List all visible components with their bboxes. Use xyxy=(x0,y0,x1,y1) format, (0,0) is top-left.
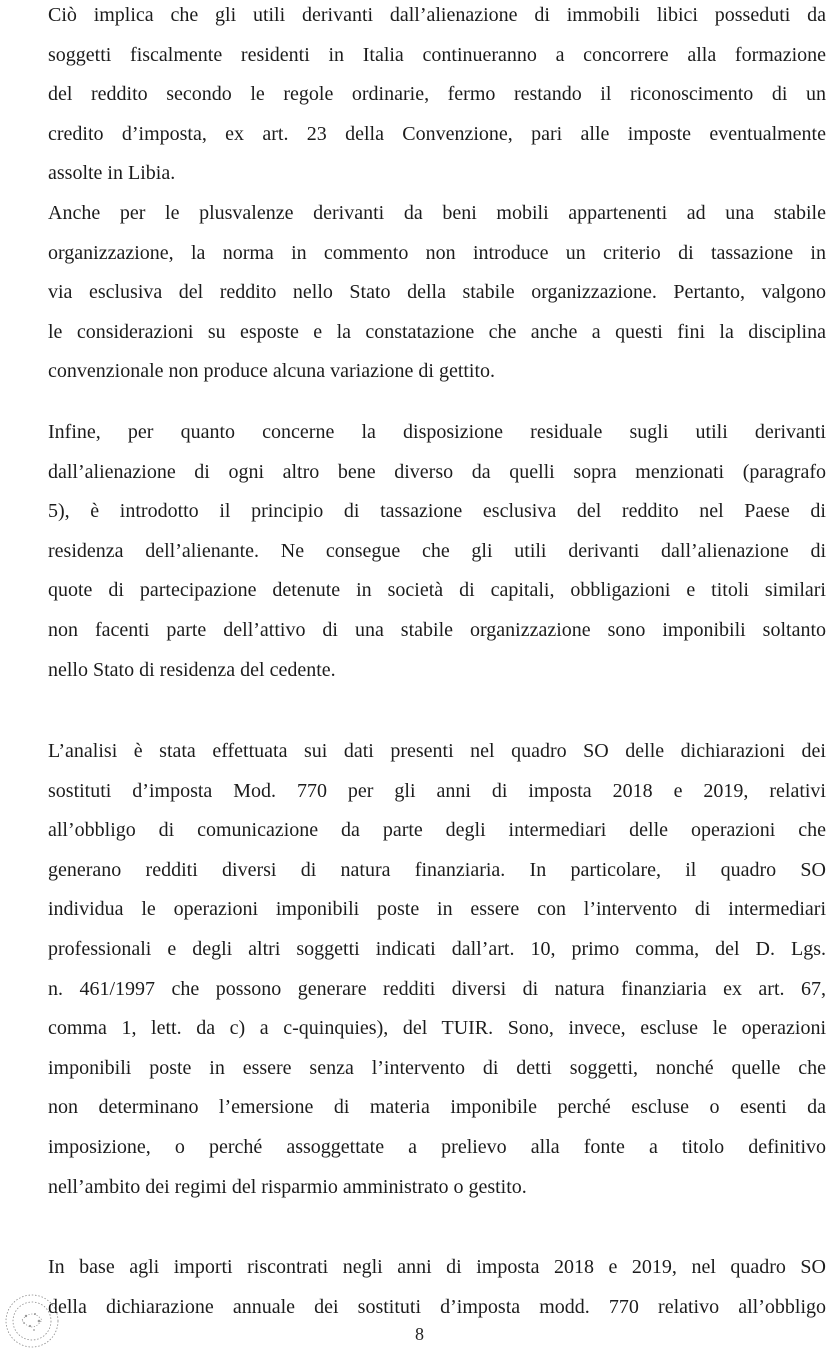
paragraph-2 xyxy=(48,194,826,392)
text-line: generano redditi diversi di natura finanziaria. In particolare, il quadro SO xyxy=(48,858,826,881)
text-line: In base agli importi riscontrati negli anni di imposta 2018 e 2019, nel quadro SO xyxy=(48,1256,826,1278)
text-line: L’analisi è stata effettuata sui dati presenti nel quadro SO delle dichiarazioni dei xyxy=(48,740,826,762)
text-line: n. 461/1997 che possono generare redditi diversi di natura finanziaria ex art. 67, xyxy=(48,977,826,1000)
text-line: sostituti d’imposta Mod. 770 per gli anni di imposta 2018 e 2019, relativi xyxy=(48,779,826,802)
text-line: soggetti fiscalmente residenti in Italia continueranno a concorrere alla formazione xyxy=(48,43,826,66)
text-line: nell’ambito dei regimi del risparmio amministrato o gestito. xyxy=(48,1175,527,1198)
text-line: comma 1, lett. da c) a c-quinquies), del TUIR. Sono, invece, escluse le operazioni xyxy=(48,1017,826,1040)
text-line: assolte in Libia. xyxy=(48,162,176,185)
text-line: Ciò implica che gli utili derivanti dall’alienazione di immobili libici posseduti da xyxy=(48,4,826,26)
text-line: Infine, per quanto concerne la disposizione residuale sugli utili derivanti xyxy=(48,421,826,443)
page-number: 8 xyxy=(415,1324,424,1344)
text-line: convenzionale non produce alcuna variazione di gettito. xyxy=(48,360,496,383)
text-line: individua le operazioni imponibili poste in essere con l’intervento di intermediari xyxy=(48,898,826,921)
paragraph-4 xyxy=(48,732,826,1207)
text-line: professionali e degli altri soggetti indicati dall’art. 10, primo comma, del D. Lgs. xyxy=(48,937,826,960)
text-line: non determinano l’emersione di materia imponibile perché escluse o esenti da xyxy=(48,1096,826,1119)
paragraph-3 xyxy=(48,413,826,690)
text-line: le considerazioni su esposte e la constatazione che anche a questi fini la disciplina xyxy=(48,320,826,343)
text-line: dall’alienazione di ogni altro bene diverso da quelli sopra menzionati (paragrafo xyxy=(48,460,826,483)
text-line: nello Stato di residenza del cedente. xyxy=(48,658,336,681)
paragraph-5 xyxy=(48,1248,826,1327)
text-line: imposizione, o perché assoggettate a prelievo alla fonte a titolo definitivo xyxy=(48,1135,826,1158)
text-line: Anche per le plusvalenze derivanti da beni mobili appartenenti ad una stabile xyxy=(48,202,826,224)
paragraph-1 xyxy=(48,0,826,194)
text-line: imponibili poste in essere senza l’intervento di detti soggetti, nonché quelle che xyxy=(48,1056,826,1079)
text-line: credito d’imposta, ex art. 23 della Convenzione, pari alle imposte eventualmente xyxy=(48,122,826,145)
text-line: organizzazione, la norma in commento non introduce un criterio di tassazione in xyxy=(48,241,826,264)
text-line: 5), è introdotto il principio di tassazione esclusiva del reddito nel Paese di xyxy=(48,500,826,523)
text-line: non facenti parte dell’attivo di una stabile organizzazione sono imponibili soltanto xyxy=(48,618,826,641)
text-line: quote di partecipazione detenute in società di capitali, obbligazioni e titoli similari xyxy=(48,579,826,602)
text-line: via esclusiva del reddito nello Stato della stabile organizzazione. Pertanto, valgono xyxy=(48,281,826,304)
text-line: del reddito secondo le regole ordinarie, fermo restando il riconoscimento di un xyxy=(48,83,826,106)
text-line: della dichiarazione annuale dei sostituti d’imposta modd. 770 relativo all’obbligo xyxy=(48,1295,826,1318)
text-line: residenza dell’alienante. Ne consegue che gli utili derivanti dall’alienazione di xyxy=(48,539,826,562)
text-line: all’obbligo di comunicazione da parte degli intermediari delle operazioni che xyxy=(48,819,826,842)
